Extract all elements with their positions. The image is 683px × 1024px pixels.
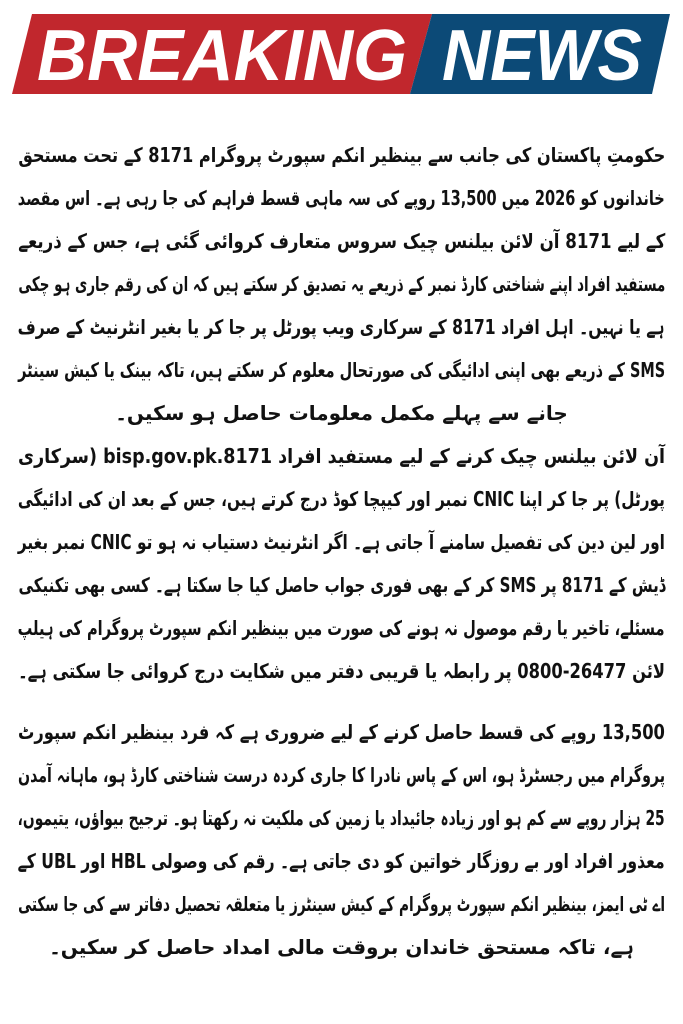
article-line	[18, 711, 665, 754]
article-line-text: 13,500 روپے کی قسط حاصل کرنے کے لیے ضروری ہے کہ فرد بینظیر انکم سپورٹ	[18, 720, 665, 744]
breaking-news-banner	[0, 0, 683, 110]
article-line	[18, 177, 665, 220]
article-line	[18, 521, 665, 564]
article-line	[18, 263, 665, 306]
article-line	[18, 883, 665, 926]
article-line	[18, 607, 665, 650]
article-body	[18, 134, 665, 969]
article-line-text: لائن 26477-0800 پر رابطہ یا قریبی دفتر میں شکایت درج کروائی جا سکتی ہے۔	[18, 659, 665, 683]
article-line-text: 25 ہزار روپے سے کم ہو اور زیادہ جائیداد یا زمین کی ملکیت نہ رکھتا ہو۔ ترجیح بیواؤں، یتیموں،	[18, 806, 665, 830]
article-line	[18, 564, 665, 607]
article-line-text: حکومتِ پاکستان کی جانب سے بینظیر انکم سپورٹ پروگرام 8171 کے تحت مستحق	[18, 143, 665, 167]
article-line-text: اے ٹی ایمز، بینظیر انکم سپورٹ پروگرام کے کیش سینٹرز یا متعلقہ تحصیل دفاتر سے کی جا سکتی	[18, 892, 665, 916]
article-line	[18, 650, 665, 693]
article-line	[18, 435, 665, 478]
article-line	[18, 306, 665, 349]
article-line-text: ہے، تاکہ مستحق خاندان بروقت مالی امداد حاصل کر سکیں۔	[49, 935, 634, 959]
article-line	[18, 220, 665, 263]
article-line-text: ہے یا نہیں۔ اہل افراد 8171 کے سرکاری ویب پورٹل پر جا کر یا بغیر انٹرنیٹ کے صرف	[18, 315, 665, 339]
article-line	[18, 349, 665, 392]
banner-word-breaking: BREAKING	[37, 16, 407, 96]
article-line-text: مسئلے، تاخیر یا رقم موصول نہ ہونے کی صورت میں بینظیر انکم سپورٹ پروگرام کی ہیلپ	[18, 616, 665, 640]
article-line	[18, 478, 665, 521]
article-line	[18, 840, 665, 883]
article-line-text: خاندانوں کو 2026 میں 13,500 روپے کی سہ ماہی قسط فراہم کی جا رہی ہے۔ اس مقصد	[18, 186, 665, 210]
article-line	[18, 134, 665, 177]
article-line	[18, 797, 665, 840]
article-line-text: پروگرام میں رجسٹرڈ ہو، اس کے پاس نادرا کا جاری کردہ درست شناختی کارڈ ہو، ماہانہ آمدن	[18, 763, 665, 787]
article-line	[18, 926, 665, 969]
article-line	[18, 754, 665, 797]
article-line	[18, 392, 665, 435]
article-line-text: جانے سے پہلے مکمل معلومات حاصل ہو سکیں۔	[115, 401, 568, 425]
article-line-text: ڈیش کے 8171 پر SMS کر کے بھی فوری جواب حاصل کیا جا سکتا ہے۔ کسی بھی تکنیکی	[18, 573, 665, 597]
article-line-text: مستفید افراد اپنے شناختی کارڈ نمبر کے ذریعے یہ تصدیق کر سکتے ہیں کہ ان کی رقم جاری ہو چکی	[18, 272, 665, 296]
article-line-text: کے لیے 8171 آن لائن بیلنس چیک سروس متعارف کروائی گئی ہے، جس کے ذریعے	[18, 229, 665, 253]
article-line-text: پورٹل) پر جا کر اپنا CNIC نمبر اور کیپچا کوڈ درج کرتے ہیں، جس کے بعد ان کی ادائیگی	[18, 487, 665, 511]
article-line-text: آن لائن بیلنس چیک کرنے کے لیے مستفید افراد bisp.gov.pk.8171 (سرکاری	[18, 444, 665, 468]
banner-word-news: NEWS	[442, 16, 642, 96]
article-line-text: اور لین دین کی تفصیل سامنے آ جاتی ہے۔ اگر انٹرنیٹ دستیاب نہ ہو تو CNIC نمبر بغیر	[18, 530, 666, 554]
article-line-text: معذور افراد اور بے روزگار خواتین کو دی جاتی ہے۔ رقم کی وصولی HBL اور UBL کے	[18, 849, 665, 873]
article-line-text: SMS کے ذریعے بھی اپنی ادائیگی کی صورتحال معلوم کر سکتے ہیں، تاکہ بینک یا کیش سینٹر	[18, 358, 665, 382]
